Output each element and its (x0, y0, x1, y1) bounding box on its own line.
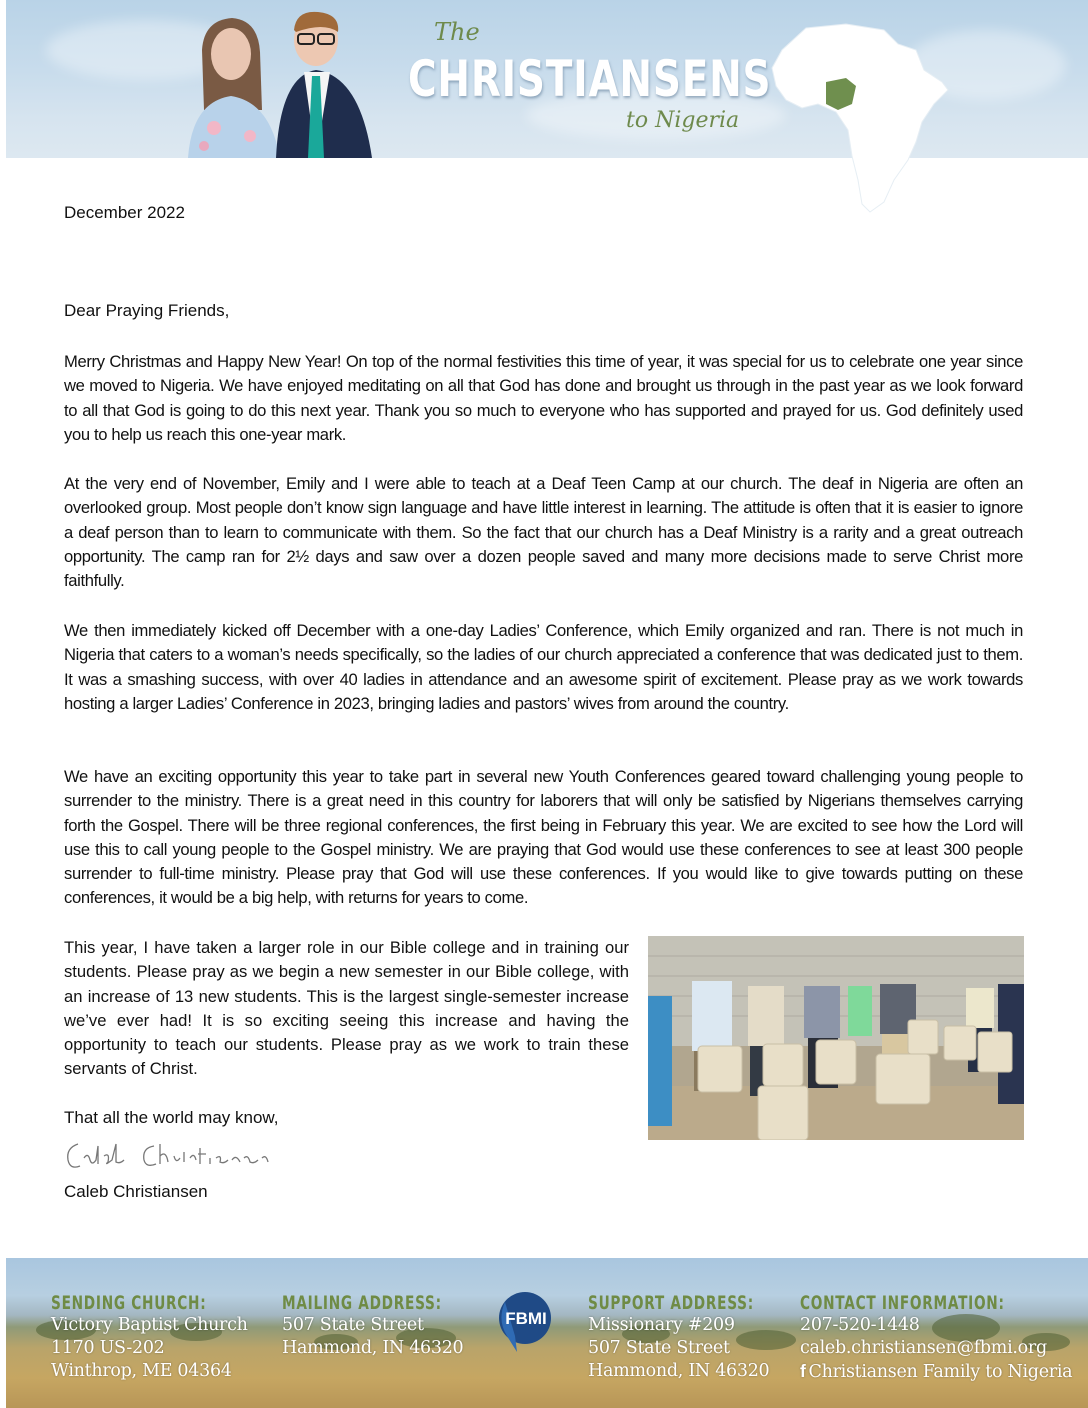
bible-college-photo (648, 936, 1024, 1140)
letter-paragraph: We have an exciting opportunity this year to take part in several new Youth Conferences geared toward challenging young people to surrender to the ministry. There is a great need in this country for laborers that will only be satisfied by Nigerians themselves carrying forth the Gospel. There will be three regional conferences, the first being in February this year. We are excited to see how the Lord will use this to call young people to the Gospel ministry. We are praying that God would use these conferences to see at least 300 people surrender to full-time ministry. Please pray that God will use these conferences. If you would like to give towards putting on these conferences, it would be a big help, with returns for years to come. (64, 767, 1023, 908)
letter-date: December 2022 (64, 203, 185, 222)
letter-closing: That all the world may know, (64, 1108, 279, 1127)
footer-email-link[interactable]: caleb.christiansen@fbmi.org (800, 1338, 1047, 1358)
header-banner (6, 0, 1088, 158)
footer-mailing-address (282, 1292, 504, 1360)
title-prefix: The (434, 18, 480, 46)
title-main: CHRISTIANSENS (408, 50, 772, 108)
footer-heading: CONTACT INFORMATION: (800, 1292, 1005, 1314)
letter-greeting: Dear Praying Friends, (64, 301, 230, 320)
footer-line: Missionary #209 (588, 1315, 735, 1335)
letter-paragraph: At the very end of November, Emily and I were able to teach at a Deaf Teen Camp at our church. The deaf in Nigeria are often an overlooked group. Most people don’t know sign language and have little interest in learning. The attitude is often that it is easier to ignore a deaf person than to learn to communicate with them. So the fact that our church has a Deaf Ministry is a rarity and a great outreach opportunity. The camp ran for 2½ days and saw over a dozen people saved and many more decisions made to serve Christ more faithfully. (64, 474, 1023, 591)
letter-paragraph: We then immediately kicked off December with a one-day Ladies’ Conference, which Emily organized and ran. There is not much in Nigeria that caters to a woman’s needs specifically, so the ladies of our church appreciated a conference that was dedicated just to them. It was a smashing success, with over 40 ladies in attendance and an awesome spirit of excitement. Please pray as we work towards hosting a larger Ladies’ Conference in 2023, bringing ladies and pastors’ wives from around the country. (64, 621, 1023, 713)
signed-name: Caleb Christiansen (64, 1182, 208, 1201)
letter-paragraph: Merry Christmas and Happy New Year! On top of the normal festivities this time of year, it was special for us to celebrate one year since we moved to Nigeria. We have enjoyed meditating on all that God has done and brought us through in the past year as we look forward to all that God is going to do this next year. Thank you so much to everyone who has supported and prayed for us. God definitely used you to help us reach this one-year mark. (64, 352, 1023, 444)
footer-line: Hammond, IN 46320 (588, 1361, 770, 1381)
couple-photo (184, 10, 404, 158)
footer-facebook-link[interactable] (800, 1360, 1084, 1384)
facebook-page-name: Christiansen Family to Nigeria (808, 1362, 1073, 1382)
africa-map-icon (766, 20, 951, 215)
footer-line: Victory Baptist Church (51, 1315, 248, 1335)
handwritten-signature (64, 1138, 274, 1174)
footer-contact-information (800, 1292, 1084, 1384)
facebook-icon: f (800, 1361, 806, 1381)
footer-sending-church (51, 1292, 267, 1383)
svg-text:FBMI: FBMI (505, 1309, 547, 1328)
footer-line: 507 State Street (588, 1338, 730, 1358)
footer-line: 1170 US-202 (51, 1338, 165, 1358)
footer-support-address (588, 1292, 818, 1383)
footer-phone[interactable]: 207-520-1448 (800, 1315, 920, 1335)
footer-line: 507 State Street (282, 1315, 424, 1335)
footer-line: Hammond, IN 46320 (282, 1338, 464, 1358)
letter-paragraph: This year, I have taken a larger role in our Bible college and in training our students. Please pray as we begin a new semester in our Bible college, with an increase of 13 new students. This is the largest single-semester increase we’ve ever had! It is so exciting seeing this increase and having the opportunity to teach our students. Please pray as we work to train these servants of Christ. (64, 938, 629, 1079)
title-suffix: to Nigeria (626, 108, 740, 133)
footer-heading: SUPPORT ADDRESS: (588, 1292, 754, 1314)
footer-heading: MAILING ADDRESS: (282, 1292, 442, 1314)
footer-heading: SENDING CHURCH: (51, 1292, 207, 1314)
footer-line: Winthrop, ME 04364 (51, 1361, 232, 1381)
